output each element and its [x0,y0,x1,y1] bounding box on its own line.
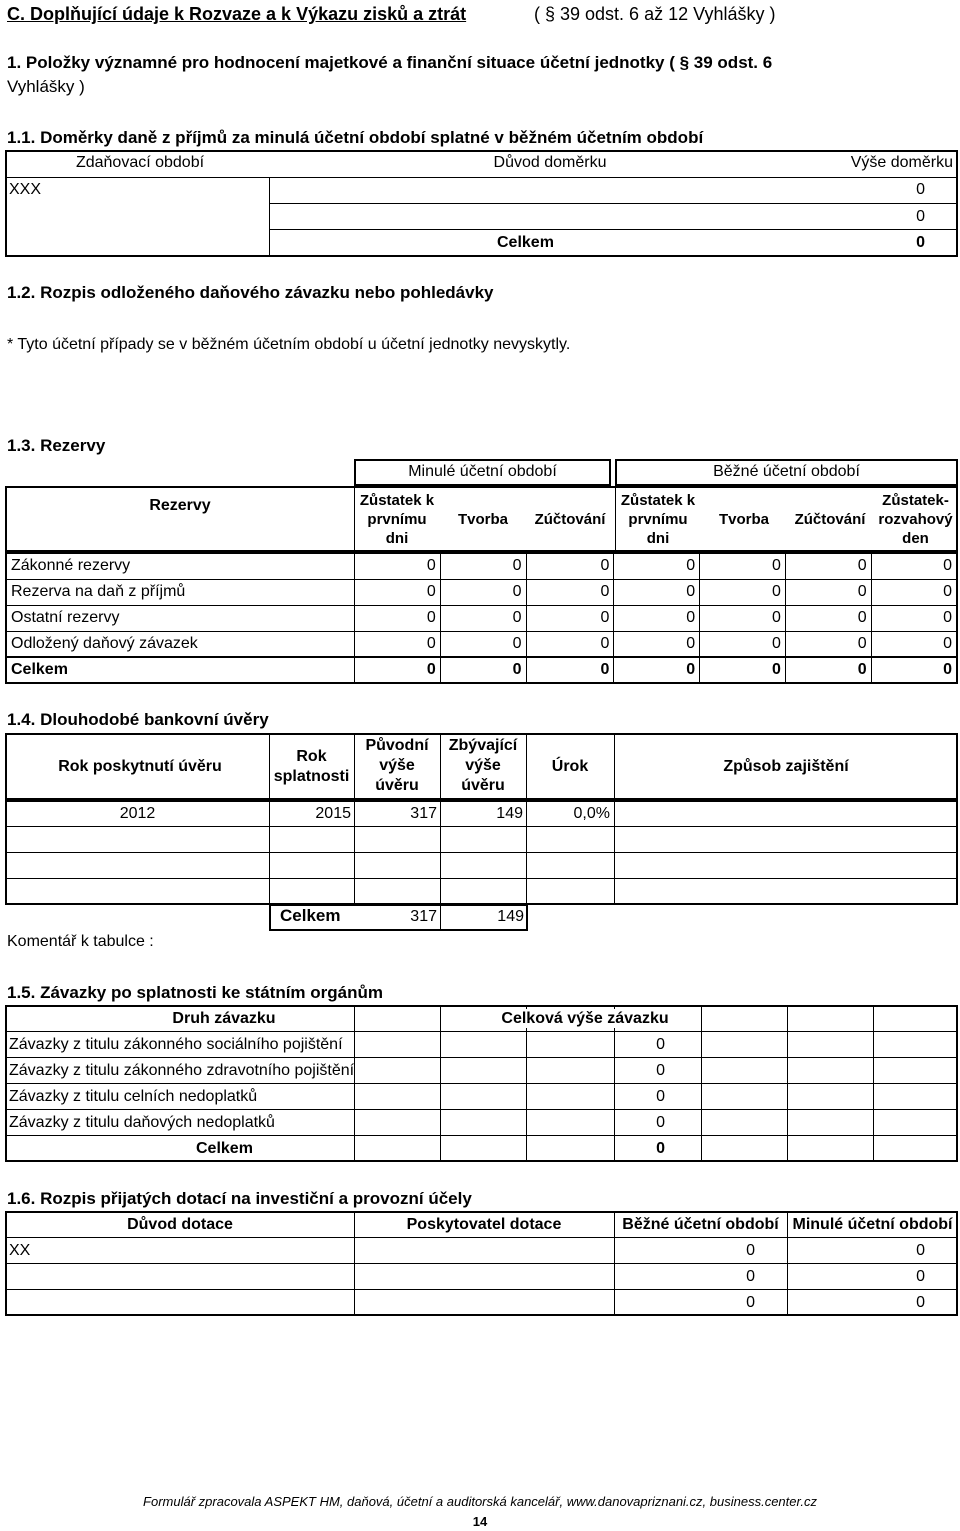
s13-row-value: 0 [355,605,441,631]
s13-row-value: 0 [700,631,786,657]
s16-header-provider: Poskytovatel dotace [406,1216,562,1233]
s15-total-value: 0 [615,1139,665,1158]
s16-header-reason: Důvod dotace [127,1216,233,1233]
s13-row-value: 0 [526,553,614,579]
s16-title: 1.6. Rozpis přijatých dotací na investiční a provozní účely [7,1189,472,1208]
s11-row-amount: 0 [916,181,925,198]
s13-group-curr-label: Běžné účetní období [713,463,860,480]
s1-title-line2: Vyhlášky ) [7,77,85,96]
s13-col-zuct-prev: Zúčtování [534,511,606,528]
s13-row-value: 0 [871,553,957,579]
s13-row-value: 0 [526,579,614,605]
s13-row-value: 0 [700,657,786,683]
s15-row-label: Závazky z titulu daňových nedoplatků [9,1114,275,1131]
s13-row-value: 0 [871,631,957,657]
s15-row-value: 0 [615,1113,665,1132]
s13-row-value: 0 [526,631,614,657]
s14-comment-label: Komentář k tabulce : [7,933,154,950]
s13-row-value: 0 [871,657,957,683]
s13-row [6,657,957,683]
s16-row-previous: 0 [916,1242,925,1259]
s13-row-value: 0 [700,605,786,631]
s13-row-value: 0 [440,579,526,605]
s13-row-value: 0 [785,579,871,605]
s13-row-value: 0 [871,579,957,605]
s13-row-label: Celkem [6,657,355,683]
s16-row-current: 0 [746,1242,755,1259]
s13-row-value: 0 [785,605,871,631]
s13-row-value: 0 [614,579,700,605]
s13-row [6,553,957,579]
s16-row-previous: 0 [916,1294,925,1311]
s13-row-value: 0 [440,657,526,683]
s16-header-current: Běžné účetní období [622,1216,779,1233]
footer-text: Formulář zpracovala ASPEKT HM, daňová, účetní a auditorská kancelář, www.danovapriznani.cz, business.center.cz [143,1494,817,1509]
s14-row-remaining: 149 [496,805,523,822]
s15-row-value: 0 [615,1035,665,1054]
s11-header-period: Zdaňovací období [75,154,205,171]
s14-row-interest: 0,0% [573,805,610,822]
s14-row-original: 317 [410,805,437,822]
s16-row-current: 0 [746,1294,755,1311]
s14-header-remaining: Zbývající [448,737,518,754]
s14-total-original: 317 [410,908,437,925]
s13-group-prev-label: Minulé účetní období [408,463,557,480]
s12-title: 1.2. Rozpis odloženého daňového závazku nebo pohledávky [7,283,494,302]
s13-row [6,579,957,605]
s13-row-value: 0 [700,553,786,579]
s13-row [6,631,957,657]
s15-row-value: 0 [615,1061,665,1080]
s16-row-current: 0 [746,1268,755,1285]
doc-title: C. Doplňující údaje k Rozvaze a k Výkazu zisků a ztrát [7,4,467,24]
s16-header-previous: Minulé účetní období [792,1216,953,1233]
s13-row-value: 0 [700,579,786,605]
s14-row-year: 2012 [119,805,156,822]
s16-row-previous: 0 [916,1268,925,1285]
s15-header-type: Druh závazku [100,1009,348,1028]
s13-row-value: 0 [355,579,441,605]
s13-row-value: 0 [871,605,957,631]
s13-row-value: 0 [440,605,526,631]
s11-title: 1.1. Doměrky daně z příjmů za minulá účetní období splatné v běžném účetním období [7,128,704,147]
doc-title-ref: ( § 39 odst. 6 až 12 Vyhlášky ) [534,4,776,24]
s15-header-amount: Celková výše závazku [470,1009,700,1028]
s13-row-value: 0 [614,553,700,579]
s14-header-original: Původní [365,737,429,754]
s13-col-tvorba-curr: Tvorba [718,511,769,528]
s12-note: * Tyto účetní případy se v běžném účetním období u účetní jednotky nevyskytly. [7,336,571,353]
s13-row-value: 0 [440,553,526,579]
s13-row-value: 0 [614,631,700,657]
s13-row-label: Rezerva na daň z příjmů [6,579,355,605]
s14-header-interest: Úrok [551,758,589,775]
s13-col-main: Rezervy [149,497,211,514]
s15-row-label: Závazky z titulu zákonného zdravotního pojištění [9,1062,355,1079]
s13-data-table [5,552,958,684]
s14-header-security: Způsob zajištění [723,758,849,775]
s13-row-value: 0 [440,631,526,657]
s15-row-label: Závazky z titulu zákonného sociálního pojištění [9,1036,343,1053]
s13-row-value: 0 [785,553,871,579]
s13-title: 1.3. Rezervy [7,436,106,455]
s14-header-maturity: Rok [296,748,327,765]
s13-row-value: 0 [526,657,614,683]
s11-header-amount: Výše doměrku [850,154,953,171]
s15-total-label: Celkem [196,1140,253,1157]
s13-col-open-curr: Zůstatek k [620,492,696,509]
page-number: 14 [472,1514,488,1529]
s13-row-value: 0 [355,553,441,579]
s14-row-maturity: 2015 [315,805,351,822]
s13-row [6,605,957,631]
s13-row-value: 0 [785,631,871,657]
s13-col-open-prev: Zůstatek k [359,492,435,509]
s13-row-value: 0 [355,631,441,657]
s13-row-label: Zákonné rezervy [6,553,355,579]
s13-col-tvorba-prev: Tvorba [457,511,508,528]
s13-col-zuct-curr: Zúčtování [794,511,866,528]
s1-title-line1: 1. Položky významné pro hodnocení majetkové a finanční situace účetní jednotky ( § 39 odst. 6 [7,53,773,72]
s13-row-value: 0 [355,657,441,683]
s13-row-value: 0 [614,657,700,683]
s11-header-reason: Důvod doměrku [493,154,607,171]
s15-row-label: Závazky z titulu celních nedoplatků [9,1088,258,1105]
s13-row-value: 0 [614,605,700,631]
s13-row-label: Odložený daňový závazek [6,631,355,657]
s13-row-value: 0 [526,605,614,631]
s15-title: 1.5. Závazky po splatnosti ke státním orgánům [7,983,383,1002]
s13-col-close: Zůstatek- [882,492,949,509]
s14-total-remaining: 149 [497,908,524,925]
s13-row-value: 0 [785,657,871,683]
s11-total-label: Celkem [497,234,554,251]
s15-row-value: 0 [615,1087,665,1106]
s11-total-value: 0 [916,234,925,251]
s11-row-period: XXX [9,181,42,198]
s11-row-amount: 0 [916,208,925,225]
s14-total-label: Celkem [280,906,341,925]
s13-row-label: Ostatní rezervy [6,605,355,631]
s14-title: 1.4. Dlouhodobé bankovní úvěry [7,710,269,729]
s14-header-year: Rok poskytnutí úvěru [58,758,222,775]
s16-row-reason: XX [9,1242,31,1259]
